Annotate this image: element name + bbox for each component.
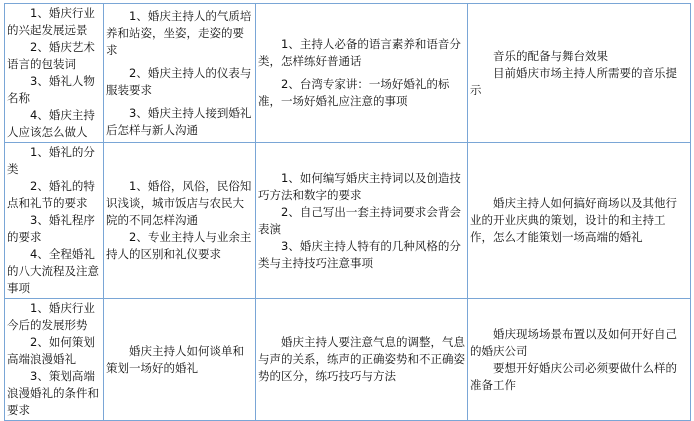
cell-item: 2、婚庆主持人的仪表与服装要求 [106,65,252,97]
cell-item: 2、专业主持人与业余主持人的区别和礼仪要求 [106,230,252,261]
cell-item: 3、婚礼程序的要求 [7,213,95,244]
table-cell [104,143,256,299]
cell-item: 4、婚庆主持人应该怎么做人 [7,108,95,139]
cell-item: 1、婚庆主持人的气质培养和站姿，坐姿，走姿的要求 [106,8,252,57]
table-cell [104,4,256,143]
table-cell [468,143,691,299]
table-cell [256,4,468,143]
cell-item: 1、如何编写婚庆主持词以及创造技巧方法和数字的要求 [258,170,461,202]
cell-item: 3、婚庆主持人特有的几种风格的分类与主持技巧注意事项 [258,238,461,270]
table-cell [5,143,104,299]
table-cell [5,299,104,421]
cell-item: 1、主持人必备的语言素养和语音分类，怎样练好普通话 [258,37,461,68]
cell-item: 目前婚庆市场主持人所需要的音乐提示 [470,65,677,97]
cell-item: 婚庆主持人如何搞好商场以及其他行业的开业庆典的策划，设计的和主持工作，怎么才能策划一场高端的婚礼 [470,196,677,244]
table-cell [5,4,104,143]
cell-item: 2、婚庆艺术语言的包装词 [7,40,95,71]
course-table [4,3,691,421]
cell-item: 1、婚俗，风俗，民俗知识浅谈，城市饭店与农民大院的不同怎样沟通 [106,179,252,227]
cell-item: 2、台湾专家讲：一场好婚礼的标准，一场好婚礼应注意的事项 [258,77,450,108]
cell-item: 婚庆现场场景布置以及如何开好自己的婚庆公司 [470,326,677,358]
table-cell [468,299,691,421]
cell-item: 2、婚礼的特点和礼节的要求 [7,179,95,210]
table-cell [256,299,468,421]
table-row [5,143,691,299]
cell-item: 3、策划高端浪漫婚礼的条件和要求 [7,369,99,417]
table-cell [468,4,691,143]
table-cell [104,299,256,421]
cell-item: 音乐的配备与舞台效果 [493,48,608,63]
cell-item: 1、婚礼的分类 [7,145,95,176]
table-row [5,4,691,143]
table-cell [256,143,468,299]
cell-item: 2、如何策划高端浪漫婚礼 [7,335,95,366]
cell-item: 3、婚庆主持人接到婚礼后怎样与新人沟通 [106,105,252,137]
cell-item: 要想开好婚庆公司必须要做什么样的准备工作 [470,360,677,392]
cell-item: 1、婚庆行业今后的发展形势 [7,301,95,332]
cell-item: 4、全程婚礼的八大流程及注意事项 [7,247,99,295]
cell-item: 2、自己写出一套主持词要求会背会表演 [258,204,461,236]
cell-item: 婚庆主持人要注意气息的调整，气息与声的关系，练声的正确姿势和不正确姿势的区分，练巧技巧与方法 [258,335,465,383]
table-row [5,299,691,421]
cell-item: 3、婚礼人物名称 [7,74,95,105]
cell-item: 婚庆主持人如何谈单和策划一场好的婚礼 [106,343,244,375]
cell-item: 1、婚庆行业的兴起发展远景 [7,6,95,37]
